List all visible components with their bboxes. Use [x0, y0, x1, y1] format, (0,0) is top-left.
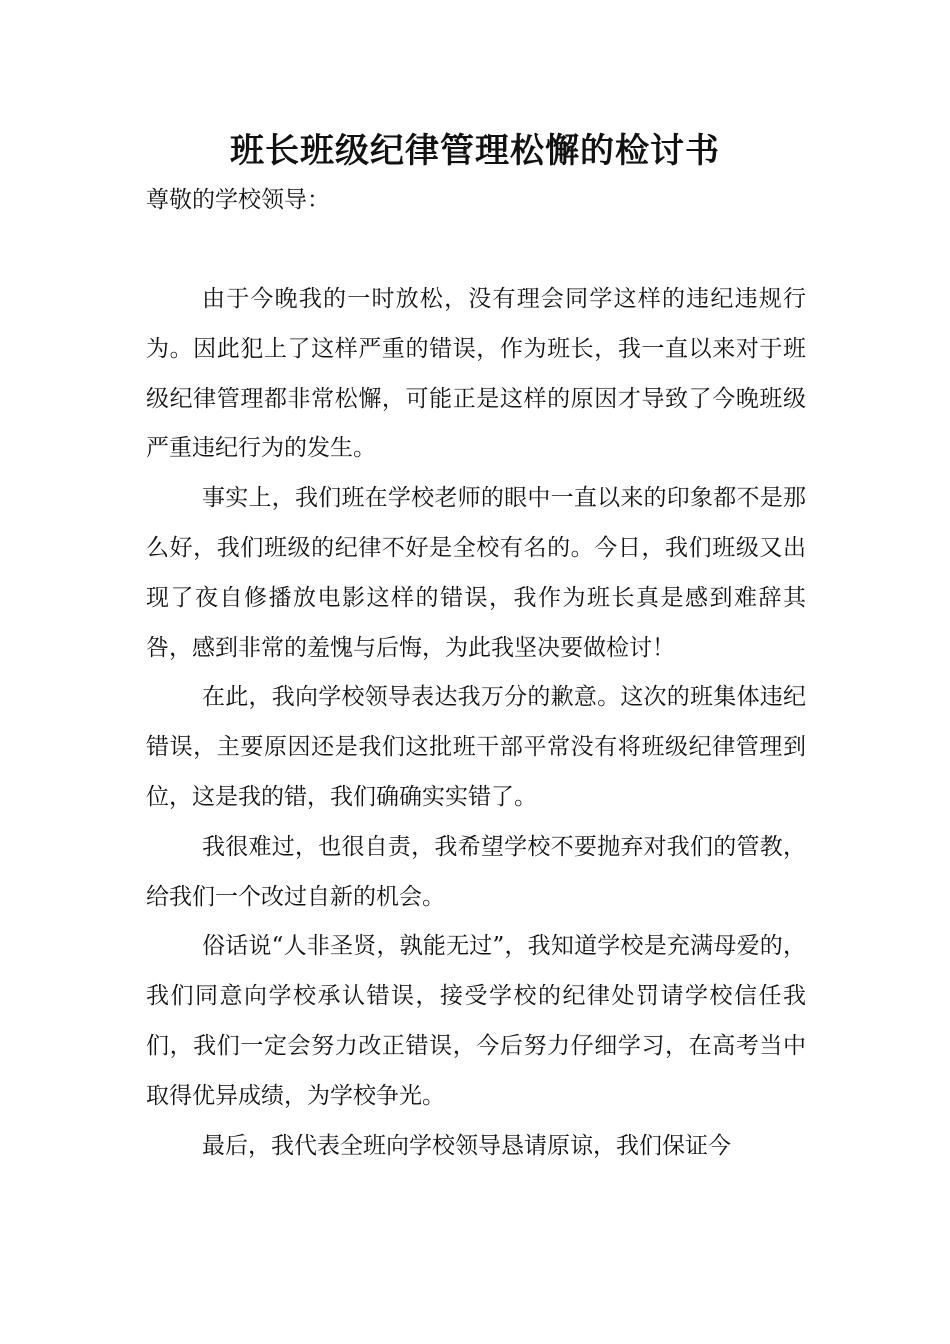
document-title: 班长班级纪律管理松懈的检讨书 — [230, 131, 720, 171]
paragraph: 事实上，我们班在学校老师的眼中一直以来的印象都不是那么好，我们班级的纪律不好是全校有名的。今日，我们班级又出现了夜自修播放电影这样的错误，我作为班长真是感到难辞其咎，感到非常的羞愧与后悔，为此我坚决要做检讨！ — [146, 485, 806, 661]
paragraph: 俗话说“人非圣贤，孰能无过”，我知道学校是充满母爱的，我们同意向学校承认错误，接受学校的纪律处罚请学校信任我们，我们一定会努力改正错误，今后努力仔细学习，在高考当中取得优异成绩，为学校争光。 — [146, 933, 806, 1109]
salutation: 尊敬的学校领导： — [146, 187, 330, 213]
paragraph: 我很难过，也很自责，我希望学校不要抛弃对我们的管教，给我们一个改过自新的机会。 — [146, 833, 806, 910]
document-body — [146, 275, 806, 1171]
paragraph: 由于今晚我的一时放松，没有理会同学这样的违纪违规行为。因此犯上了这样严重的错误，作为班长，我一直以来对于班级纪律管理都非常松懈，可能正是这样的原因才导致了今晚班级严重违纪行为的发生。 — [146, 286, 806, 462]
paragraph: 最后，我代表全班向学校领导恳请原谅，我们保证今 — [202, 1132, 731, 1159]
paragraph: 在此，我向学校领导表达我万分的歉意。这次的班集体违纪错误，主要原因还是我们这批班干部平常没有将班级纪律管理到位，这是我的错，我们确确实实错了。 — [146, 684, 806, 810]
